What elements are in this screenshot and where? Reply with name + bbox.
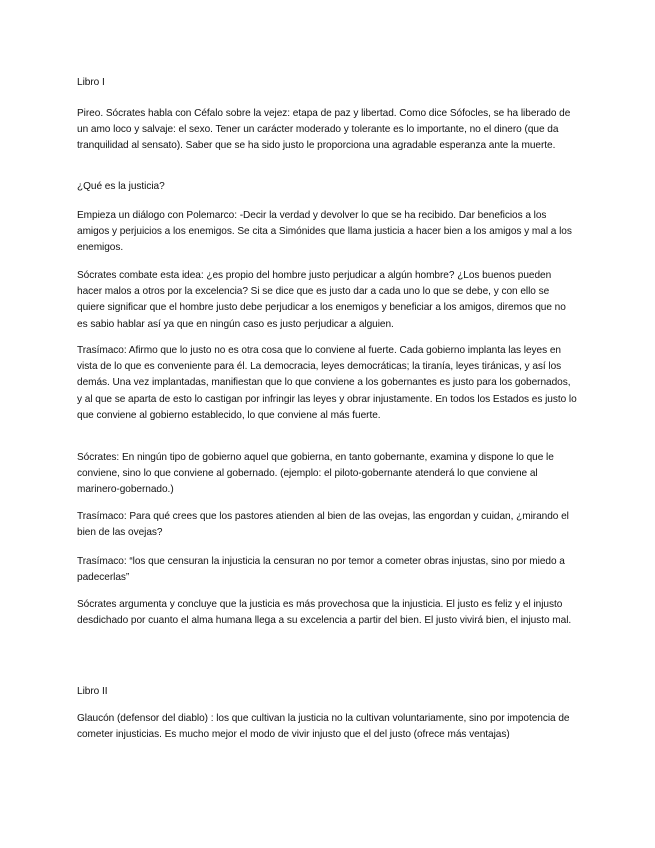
paragraph-trasimaco-fuerte: Trasímaco: Afirmo que lo justo no es otra cosa que lo conviene al fuerte. Cada gobierno implanta las leyes en vista de lo que es conveniente para él. La democracia, leyes democráticas; la tiranía, leyes tiránicas, y así los demás. Una vez implantadas, manifiestan que lo que conviene a los gobernantes es justo para los gobernados, y al que se aparta de esto lo castigan por infringir las leyes y obrar injustamente. En todos los Estados es justo lo que conviene al gobierno establecido, lo que conviene al más fuerte. (77, 345, 577, 421)
heading-que-es-la-justicia: ¿Qué es la justicia? (77, 181, 165, 192)
paragraph-socrates-combate: Sócrates combate esta idea: ¿es propio del hombre justo perjudicar a algún hombre? ¿Los buenos pueden hacer malos a otros por la excelencia? Si se dice que es justo dar a cada uno lo que se debe, y con ello se quiere significar que el hombre justo debe perjudicar a los enemigos y beneficiar a los amigos, diremos que no es sabio hablar así ya que en ningún caso es justo perjudicar a alguien. (77, 270, 566, 330)
paragraph-glaucon: Glaucón (defensor del diablo) : los que cultivan la justicia no la cultivan voluntariamente, sino por impotencia de cometer injusticias. Es mucho mejor el modo de vivir injusto que el del justo (ofrece más ventajas) (77, 713, 570, 741)
paragraph-polemarco: Empieza un diálogo con Polemarco: -Decir la verdad y devolver lo que se ha recibido. Dar beneficios a los amigos y perjuicios a los enemigos. Se cita a Simónides que llama justicia a hacer bien a los amigos y mal a los enemigos. (77, 210, 572, 254)
heading-libro-1: Libro I (77, 77, 105, 88)
paragraph-trasimaco-censuran: Trasímaco: “los que censuran la injusticia la censuran no por temor a cometer obras injustas, sino por miedo a padecerlas” (77, 556, 565, 584)
paragraph-pireo: Pireo. Sócrates habla con Céfalo sobre la vejez: etapa de paz y libertad. Como dice Sófocles, se ha liberado de un amo loco y salvaje: el sexo. Tener un carácter moderado y tolerante es lo importante, no el dinero (que da tranquilidad al sensato). Saber que se ha sido justo le proporciona una agradable esperanza ante la muerte. (77, 108, 571, 152)
paragraph-trasimaco-pastores: Trasímaco: Para qué crees que los pastores atienden al bien de las ovejas, las engordan y cuidan, ¿mirando el bien de las ovejas? (77, 511, 569, 539)
paragraph-socrates-concluye: Sócrates argumenta y concluye que la justicia es más provechosa que la injusticia. El justo es feliz y el injusto desdichado por cuanto el alma humana llega a su excelencia a partir del bien. El justo vivirá bien, el injusto mal. (77, 599, 572, 627)
paragraph-socrates-gobierno: Sócrates: En ningún tipo de gobierno aquel que gobierna, en tanto gobernante, examina y dispone lo que le conviene, sino lo que conviene al gobernado. (ejemplo: el piloto-gobernante atenderá lo que conviene al marinero-gobernado.) (77, 452, 554, 496)
heading-libro-2: Libro II (77, 686, 108, 697)
